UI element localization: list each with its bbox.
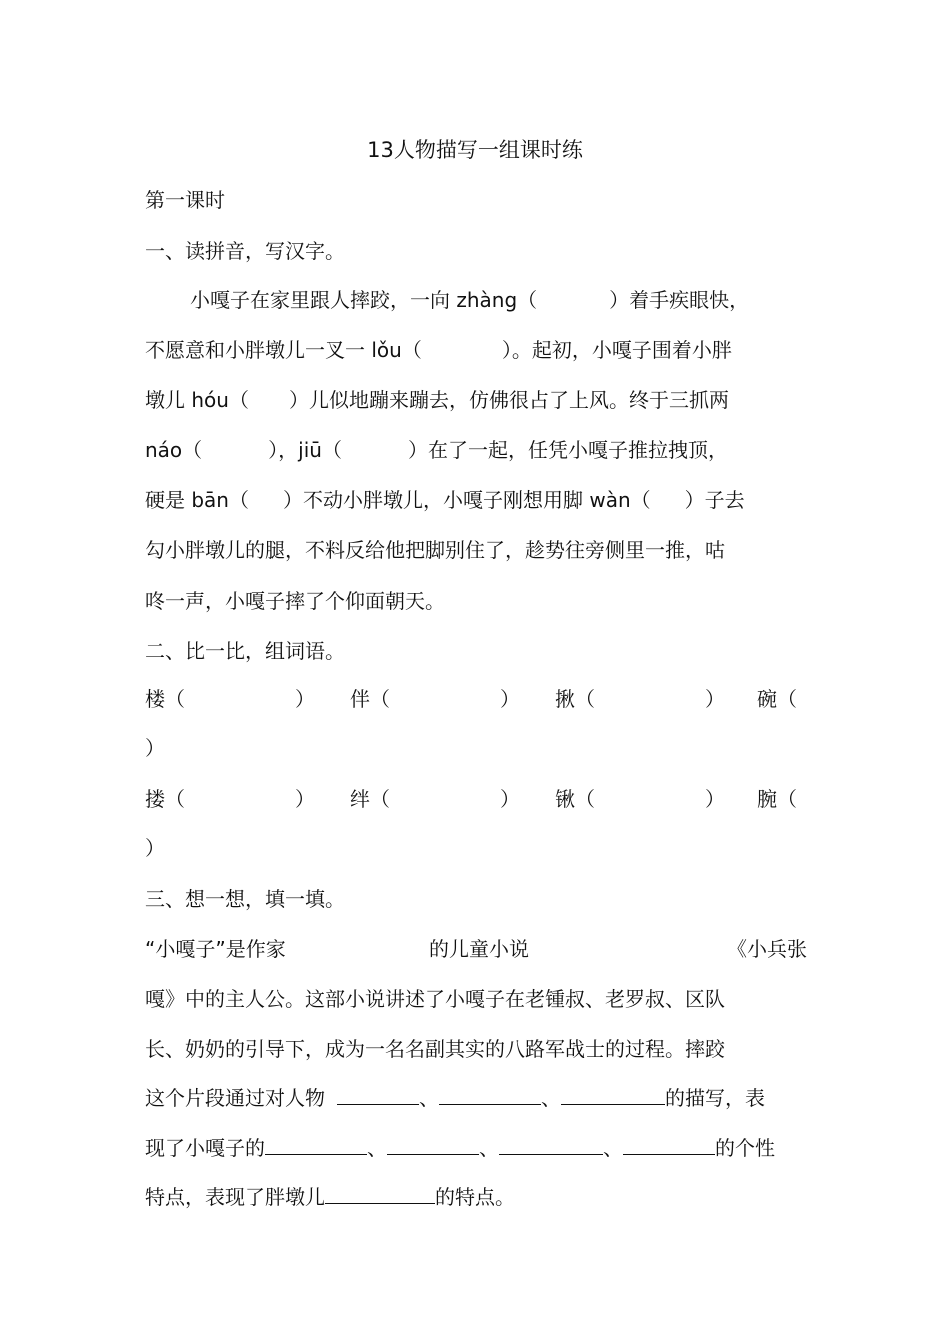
section1-line-3 — [145, 386, 807, 414]
answer-blank[interactable] — [623, 1134, 715, 1155]
text-segment: ）不动小胖墩儿，小嘎子刚想用脚 wàn（ — [282, 488, 651, 512]
separator: 、 — [367, 1136, 387, 1160]
word-item: 锹（ — [555, 787, 595, 811]
text-segment: ）在了一起，任凭小嘎子推拉拽顶， — [407, 438, 728, 462]
word-item: 伴（ — [350, 687, 390, 711]
word-row-2-wrap: ） — [145, 836, 165, 860]
answer-blank[interactable] — [561, 1084, 665, 1105]
section3-line-6 — [145, 1183, 807, 1211]
page-title: 13人物描写一组课时练 — [367, 138, 583, 162]
word-item: 楼（ — [145, 687, 185, 711]
section3-line-4 — [145, 1084, 807, 1112]
word-row-1-wrap: ） — [145, 736, 165, 760]
section1-line-6: 勾小胖墩儿的腿，不料反给他把脚别住了，趁势往旁侧里一推，咕 — [145, 538, 725, 562]
word-item: 腕（ — [757, 787, 797, 811]
section1-line-7: 咚一声，小嘎子摔了个仰面朝天。 — [145, 589, 445, 613]
text-segment: 的特点。 — [435, 1185, 515, 1209]
text-segment: 特点，表现了胖墩儿 — [145, 1185, 325, 1209]
section3-line-3: 长、奶奶的引导下，成为一名名副其实的八路军战士的过程。摔跤 — [145, 1037, 725, 1061]
lesson-label: 第一课时 — [145, 188, 225, 212]
section1-line-5 — [145, 486, 807, 514]
word-item: 绊（ — [350, 787, 390, 811]
word-item: 碗（ — [757, 687, 797, 711]
answer-blank[interactable] — [387, 1134, 479, 1155]
word-item-close: ） — [500, 787, 520, 811]
separator: 、 — [479, 1136, 499, 1160]
section1-line-4 — [145, 436, 807, 464]
text-segment: 《小兵张 — [727, 937, 807, 961]
text-segment: 的描写，表 — [665, 1086, 765, 1110]
answer-blank[interactable] — [337, 1084, 419, 1105]
word-item: 揪（ — [555, 687, 595, 711]
text-segment: 墩儿 hóu（ — [145, 388, 249, 412]
text-segment: 硬是 bān（ — [145, 488, 249, 512]
word-item-close: ） — [705, 687, 725, 711]
text-segment: ）着手疾眼快， — [609, 288, 750, 312]
text-segment: 现了小嘎子的 — [145, 1136, 265, 1160]
text-segment: 不愿意和小胖墩儿一叉一 lǒu（ — [145, 338, 422, 362]
text-segment: ）子去 — [684, 488, 745, 512]
text-segment: náo（ — [145, 438, 203, 462]
word-item-close: ） — [705, 787, 725, 811]
text-segment: ），jiū（ — [268, 438, 342, 462]
text-segment: 小嘎子在家里跟人摔跤，一向 zhàng（ — [190, 288, 538, 312]
section3-line-5 — [145, 1134, 807, 1162]
section3-line-2: 嘎》中的主人公。这部小说讲述了小嘎子在老锺叔、老罗叔、区队 — [145, 987, 725, 1011]
section1-line-2 — [145, 336, 807, 364]
section3-heading: 三、想一想，填一填。 — [145, 887, 345, 911]
separator: 、 — [419, 1086, 439, 1110]
text-segment: ）。起初，小嘎子围着小胖 — [501, 338, 732, 362]
section2-heading: 二、比一比，组词语。 — [145, 639, 345, 663]
answer-blank[interactable] — [439, 1084, 541, 1105]
section1-line-1 — [190, 286, 807, 314]
answer-blank[interactable] — [325, 1183, 435, 1204]
word-item-close: ） — [500, 687, 520, 711]
text-segment: “小嘎子”是作家 — [145, 937, 286, 961]
text-segment: 的个性 — [715, 1136, 775, 1160]
word-item-close: ） — [295, 787, 315, 811]
section1-heading: 一、读拼音，写汉字。 — [145, 239, 345, 263]
word-item-close: ） — [295, 687, 315, 711]
text-segment: 这个片段通过对人物 — [145, 1086, 325, 1110]
answer-blank[interactable] — [265, 1134, 367, 1155]
text-segment: ）儿似地蹦来蹦去，仿佛很占了上风。终于三抓两 — [288, 388, 729, 412]
separator: 、 — [541, 1086, 561, 1110]
word-item: 搂（ — [145, 787, 185, 811]
separator: 、 — [603, 1136, 623, 1160]
answer-blank[interactable] — [499, 1134, 603, 1155]
text-segment: 的儿童小说 — [429, 937, 529, 961]
